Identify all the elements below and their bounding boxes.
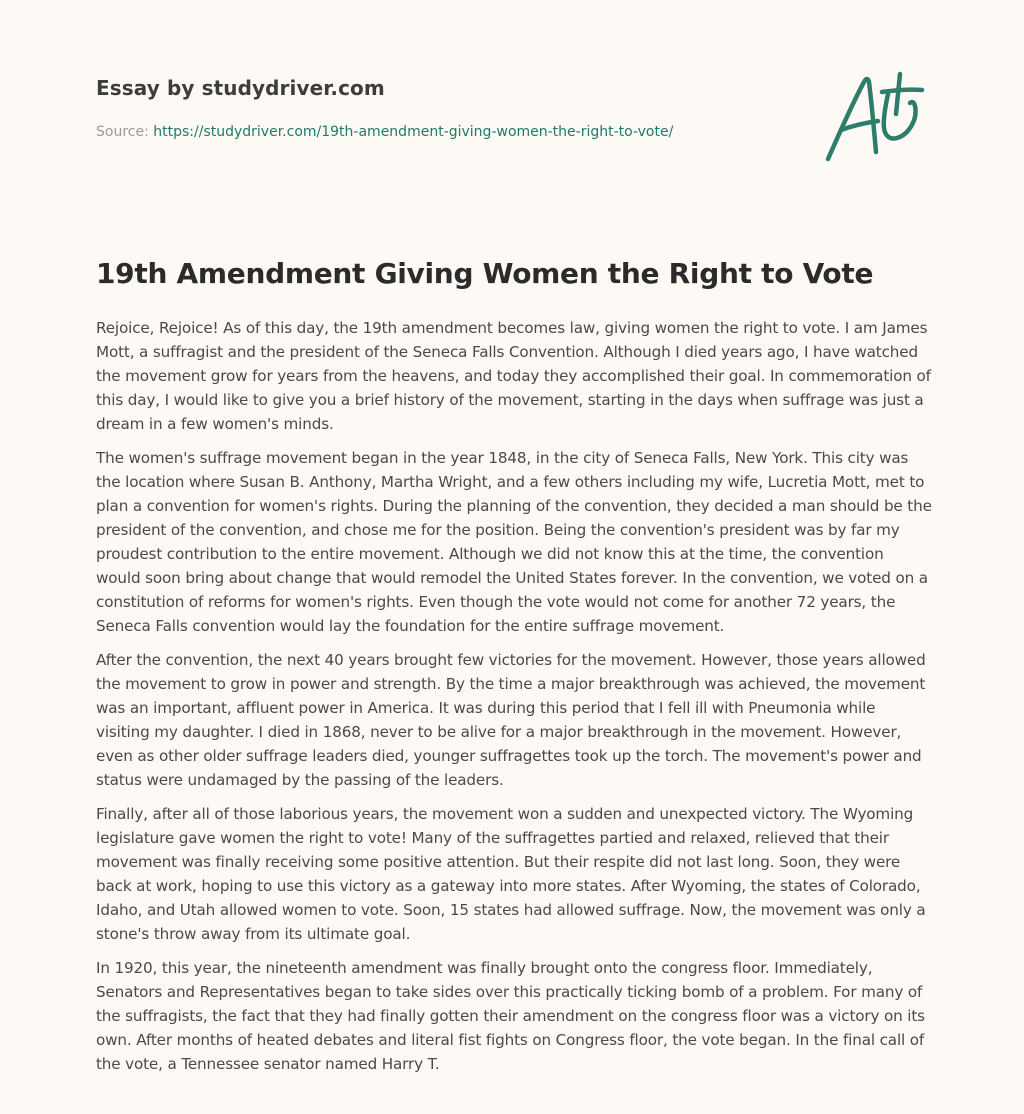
essay-title: 19th Amendment Giving Women the Right to Vote bbox=[96, 257, 874, 290]
essay-paragraph: Finally, after all of those laborious years, the movement won a sudden and unexpected victory. The Wyoming legislature gave women the right to vote! Many of the suffragettes partied and relaxed, relieved that their movement was finally receiving some positive attention. But their respite did not last long. Soon, they were back at work, hoping to use this victory as a gateway into more states. After Wyoming, the states of Colorado, Idaho, and Utah allowed women to vote. Soon, 15 states had allowed suffrage. Now, the movement was only a stone's throw away from its ultimate goal. bbox=[96, 805, 926, 943]
essay-content bbox=[96, 254, 932, 1086]
essay-paragraph: The women's suffrage movement began in the year 1848, in the city of Seneca Falls, New York. This city was the location where Susan B. Anthony, Martha Wright, and a few others including my wife, Lucretia Mott, met to plan a convention for women's rights. During the planning of the convention, they decided a man should be the president of the convention, and chose me for the position. Being the convention's president was by far my proudest contribution to the entire movement. Although we did not know this at the time, the convention would soon bring about change that would remodel the United States forever. In the convention, we voted on a constitution of reforms for women's rights. Even though the vote would not come for another 72 years, the Seneca Falls convention would lay the foundation for the entire suffrage movement. bbox=[96, 449, 932, 635]
essay-paragraph: Rejoice, Rejoice! As of this day, the 19th amendment becomes law, giving women the right to vote. I am James Mott, a suffragist and the president of the Seneca Falls Convention. Although I died years ago, I have watched the movement grow for years from the heavens, and today they accomplished their goal. In commemoration of this day, I would like to give you a brief history of the movement, starting in the days when suffrage was just a dream in a few women's minds. bbox=[96, 319, 931, 433]
a-plus-logo-icon bbox=[824, 68, 928, 164]
site-title: Essay by studydriver.com bbox=[96, 76, 385, 100]
source-line bbox=[96, 124, 673, 140]
essay-header bbox=[96, 0, 928, 200]
source-label: Source: bbox=[96, 124, 149, 140]
essay-paragraph: In 1920, this year, the nineteenth amendment was finally brought onto the congress floor. Immediately, Senators and Representatives began to take sides over this practically ticking bomb of a problem. For many of the suffragists, the fact that they had finally gotten their amendment on the congress floor was a victory on its own. After months of heated debates and literal fist fights on Congress floor, the vote began. In the final call of the vote, a Tennessee senator named Harry T. bbox=[96, 959, 925, 1073]
essay-paragraph: After the convention, the next 40 years brought few victories for the movement. However, those years allowed the movement to grow in power and strength. By the time a major breakthrough was achieved, the movement was an important, affluent power in America. It was during this period that I fell ill with Pneumonia while visiting my daughter. I died in 1868, never to be alive for a major breakthrough in the movement. However, even as other older suffrage leaders died, younger suffragettes took up the torch. The movement's power and status were undamaged by the passing of the leaders. bbox=[96, 651, 926, 789]
a-plus-logo bbox=[824, 68, 928, 164]
source-link[interactable]: https://studydriver.com/19th-amendment-giving-women-the-right-to-vote/ bbox=[153, 124, 674, 140]
